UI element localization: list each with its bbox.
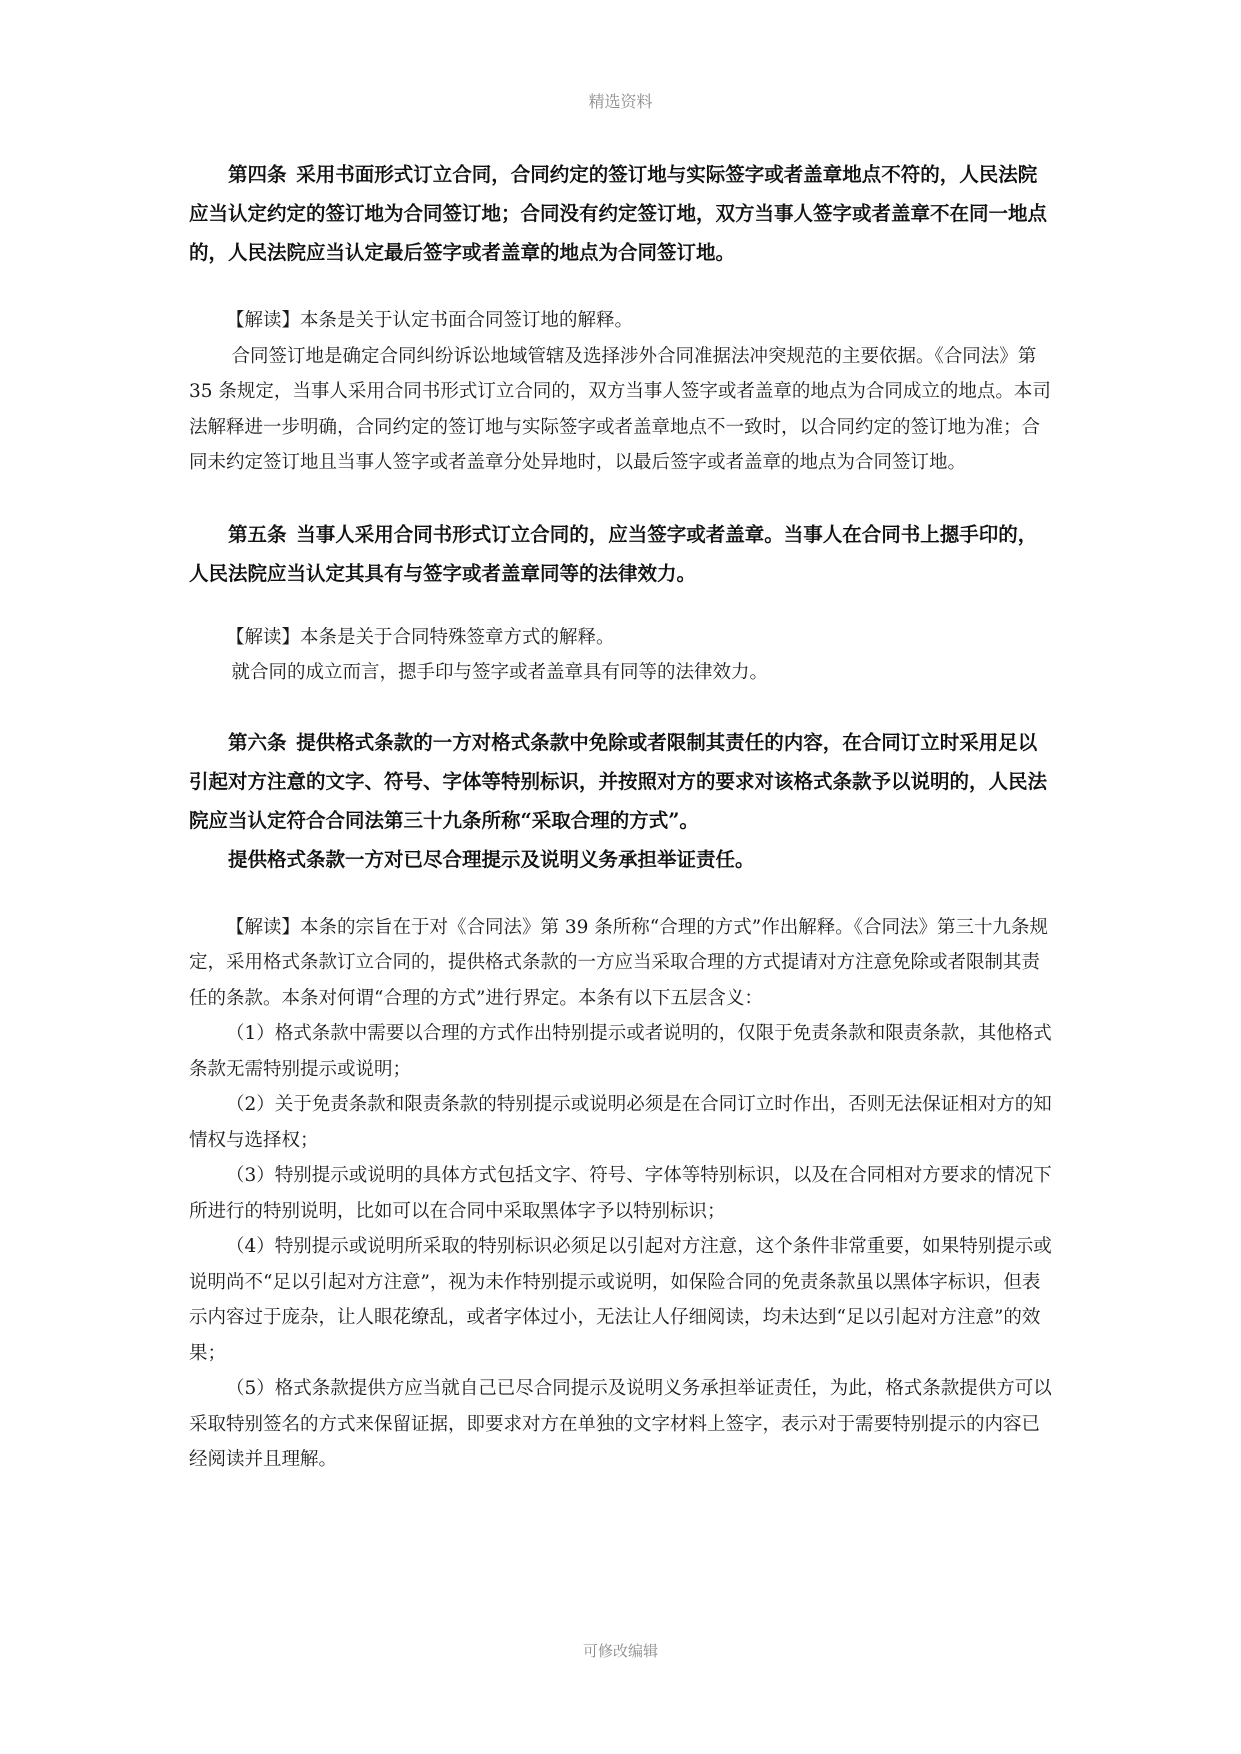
article-6-text: 提供格式条款的一方对格式条款中免除或者限制其责任的内容，在合同订立时采用足以引起对方注意的文字、符号、字体等特别标识，并按照对方的要求对该格式条款予以说明的，人民法院应当认定符合合同法第三十九条所称“采取合理的方式”。 xyxy=(189,730,1048,832)
list-item: （5）格式条款提供方应当就自己已尽合同提示及说明义务承担举证责任，为此，格式条款提供方可以采取特别签名的方式来保留证据，即要求对方在单独的文字材料上签字，表示对于需要特别提示的内容已经阅读并且理解。 xyxy=(189,1378,1052,1470)
article-4-paragraph xyxy=(189,155,1053,272)
list-item: （4）特别提示或说明所采取的特别标识必须足以引起对方注意，这个条件非常重要，如果特别提示或说明尚不“足以引起对方注意”，视为未作特别提示或说明，如保险合同的免责条款虽以黑体字标识，但表示内容过于庞杂，让人眼花缭乱，或者字体过小，无法让人仔细阅读，均未达到“足以引起对方注意”的效果； xyxy=(189,1236,1052,1364)
article-6 xyxy=(189,723,1053,879)
list-item: （2）关于免责条款和限责条款的特别提示或说明必须是在合同订立时作出，否则无法保证相对方的知情权与选择权； xyxy=(189,1094,1052,1151)
page-footer: 可修改编辑 xyxy=(582,1642,658,1660)
interpretation-5-lead: 【解读】本条是关于合同特殊签章方式的解释。 xyxy=(226,626,615,648)
article-4 xyxy=(189,155,1053,272)
article-5-text: 当事人采用合同书形式订立合同的，应当签字或者盖章。当事人在合同书上摁手印的，人民法院应当认定其具有与签字或者盖章同等的法律效力。 xyxy=(189,522,1038,585)
article-4-number: 第四条 xyxy=(228,163,287,186)
article-6-paragraph xyxy=(189,723,1053,840)
interpretation-4 xyxy=(189,303,1053,481)
article-6-paragraph-2: 提供格式条款一方对已尽合理提示及说明义务承担举证责任。 xyxy=(228,847,755,871)
interpretation-4-lead: 【解读】本条是关于认定书面合同签订地的解释。 xyxy=(226,310,634,331)
interpretation-6 xyxy=(189,910,1053,1478)
list-item: （3）特别提示或说明的具体方式包括文字、符号、字体等特别标识，以及在合同相对方要求的情况下所进行的特别说明，比如可以在合同中采取黑体字予以特别标识； xyxy=(189,1165,1052,1222)
article-5-number: 第五条 xyxy=(228,522,287,546)
page-header: 精选资料 xyxy=(588,92,653,111)
interpretation-6-lead: 【解读】本条的宗旨在于对《合同法》第 39 条所称“合理的方式”作出解释。《合同法》第三十九条规定，采用格式条款订立合同的，提供格式条款的一方应当采取合理的方式提请对方注意免除或者限制其责任的条款。本条对何谓“合理的方式”进行界定。本条有以下五层含义： xyxy=(189,916,1048,1009)
document-body xyxy=(189,155,1053,1478)
interpretation-5 xyxy=(189,620,1053,691)
article-5 xyxy=(189,515,1053,593)
interpretation-4-body: 合同签订地是确定合同纠纷诉讼地域管辖及选择涉外合同准据法冲突规范的主要依据。《合同法》第 35 条规定，当事人采用合同书形式订立合同的，双方当事人签字或者盖章的地点为合同成立的地点。本司法解释进一步明确，合同约定的签订地与实际签字或者盖章地点不一致时，以合同约定的签订地为准；合同未约定签订地且当事人签字或者盖章分处异地时，以最后签字或者盖章的地点为合同签订地。 xyxy=(189,345,1051,473)
list-item: （1）格式条款中需要以合理的方式作出特别提示或者说明的，仅限于免责条款和限责条款，其他格式条款无需特别提示或说明； xyxy=(189,1023,1052,1080)
article-5-paragraph xyxy=(189,515,1053,593)
interpretation-5-body: 就合同的成立而言，摁手印与签字或者盖章具有同等的法律效力。 xyxy=(231,662,769,683)
article-6-number: 第六条 xyxy=(228,730,287,754)
article-4-text: 采用书面形式订立合同，合同约定的签订地与实际签字或者盖章地点不符的，人民法院应当认定约定的签订地为合同签订地；合同没有约定签订地，双方当事人签字或者盖章不在同一地点的，人民法院应当认定最后签字或者盖章的地点为合同签订地。 xyxy=(189,163,1048,264)
